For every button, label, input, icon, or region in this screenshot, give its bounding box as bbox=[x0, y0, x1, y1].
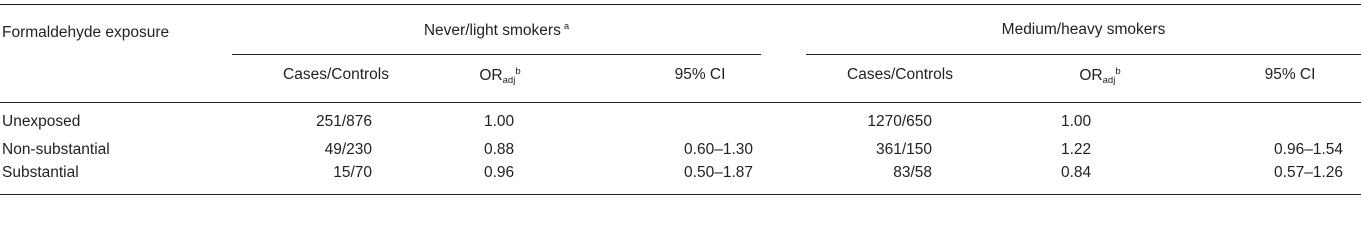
cell-g1-ci: 0.50–1.87 bbox=[684, 164, 753, 181]
cell-g1-cases-controls: 49/230 bbox=[324, 141, 372, 158]
or-sub: adj bbox=[502, 75, 516, 86]
table-bottom-rule bbox=[0, 194, 1361, 195]
cell-g2-or: 1.00 bbox=[1061, 113, 1092, 130]
group-header-never-light bbox=[232, 21, 761, 40]
or-main: OR bbox=[479, 67, 503, 84]
cell-g1-or: 0.88 bbox=[484, 141, 515, 158]
cell-g2-or: 0.84 bbox=[1061, 164, 1092, 181]
cell-g2-cases-controls: 1270/650 bbox=[867, 113, 932, 130]
subheader-or-adj bbox=[440, 66, 560, 86]
or-sup: b bbox=[1115, 66, 1121, 77]
cell-g2-ci: 0.96–1.54 bbox=[1274, 141, 1343, 158]
cell-g2-cases-controls: 361/150 bbox=[875, 141, 932, 158]
group-label: Medium/heavy smokers bbox=[1001, 21, 1166, 38]
row-header: Formaldehyde exposure bbox=[2, 24, 170, 41]
cell-g1-cases-controls: 251/876 bbox=[315, 113, 372, 130]
or-sup: b bbox=[515, 66, 521, 77]
cell-g1-or: 0.96 bbox=[484, 164, 515, 181]
subheader-ci: 95% CI bbox=[674, 66, 726, 83]
or-main: OR bbox=[1079, 67, 1103, 84]
row-label-substantial: Substantial bbox=[2, 164, 79, 181]
group-header-medium-heavy bbox=[806, 21, 1361, 39]
cell-g2-ci: 0.57–1.26 bbox=[1274, 164, 1343, 181]
group-rule-never-light bbox=[232, 54, 761, 55]
or-sub: adj bbox=[1102, 75, 1116, 86]
group-footnote: a bbox=[563, 21, 570, 32]
subheader-ci: 95% CI bbox=[1264, 66, 1316, 83]
row-label-unexposed: Unexposed bbox=[2, 113, 81, 130]
group-label: Never/light smokers bbox=[423, 22, 561, 39]
subheader-or-adj bbox=[1040, 66, 1160, 86]
cell-g1-or: 1.00 bbox=[484, 113, 515, 130]
cell-g1-ci: 0.60–1.30 bbox=[684, 141, 753, 158]
table-top-rule bbox=[0, 4, 1361, 5]
header-bottom-rule bbox=[0, 102, 1361, 103]
cell-g1-cases-controls: 15/70 bbox=[333, 164, 372, 181]
row-label-non-substantial: Non-substantial bbox=[2, 141, 110, 158]
cell-g2-cases-controls: 83/58 bbox=[893, 164, 932, 181]
group-rule-medium-heavy bbox=[806, 54, 1361, 55]
cell-g2-or: 1.22 bbox=[1061, 141, 1092, 158]
subheader-cases-controls: Cases/Controls bbox=[847, 66, 953, 83]
subheader-cases-controls: Cases/Controls bbox=[283, 66, 389, 83]
